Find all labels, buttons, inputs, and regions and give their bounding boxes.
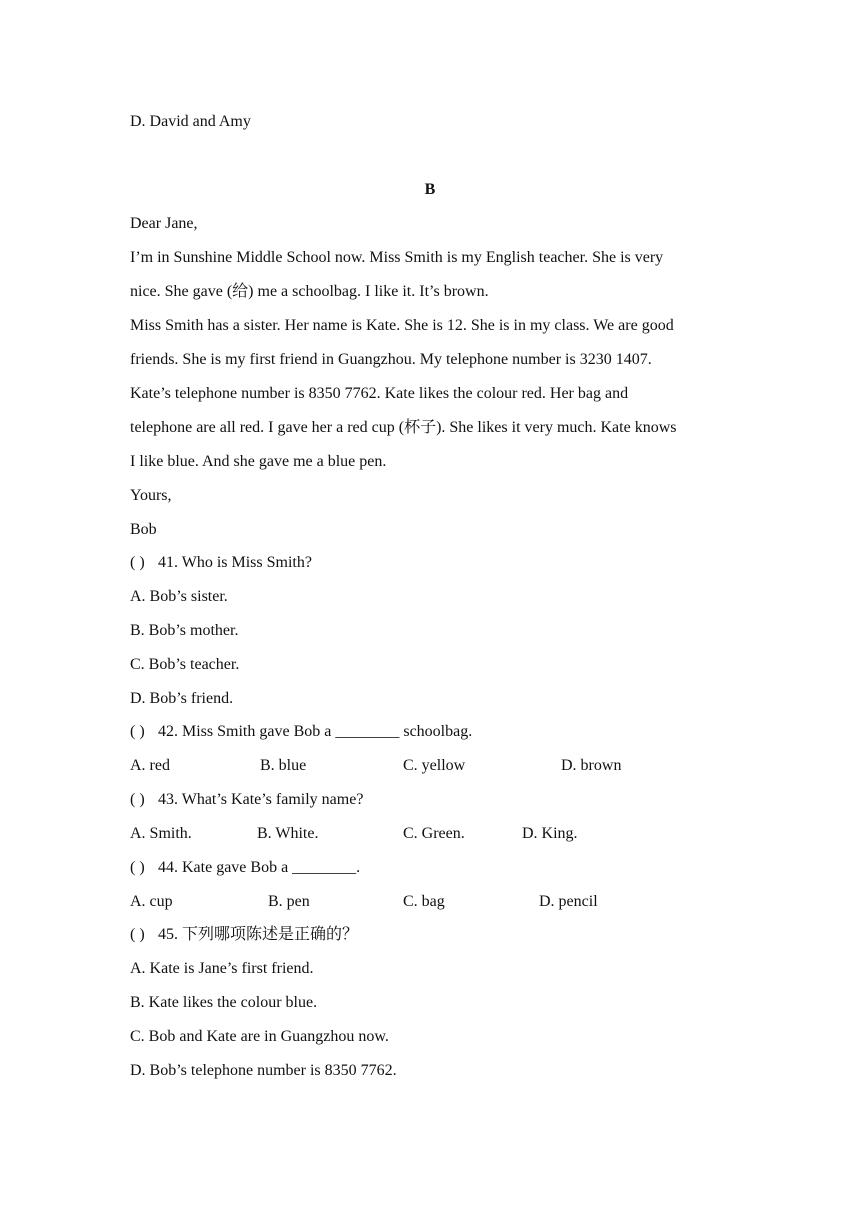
option-c: C. yellow [403,757,466,774]
option-d: D. brown [561,757,622,774]
option-b: B. Kate likes the colour blue. [130,994,318,1011]
letter-line: telephone are all red. I gave her a red cup (杯子). She likes it very much. Kate knows [130,419,677,436]
question-42 [130,722,472,742]
answer-blank[interactable]: ( ) [130,859,145,876]
answer-blank[interactable]: ( ) [130,554,145,571]
answer-blank[interactable]: ( ) [130,723,145,740]
option-a: A. cup [130,893,173,910]
question-text: 41. Who is Miss Smith? [158,554,312,571]
option-d: D. King. [522,825,578,842]
answer-blank[interactable]: ( ) [130,791,145,808]
letter-closing: Yours, [130,487,172,504]
option-b: B. Bob’s mother. [130,622,239,639]
question-43 [130,790,363,810]
option-a: A. red [130,757,170,774]
option-d: D. Bob’s telephone number is 8350 7762. [130,1062,397,1079]
question-45 [130,925,358,945]
option-b: B. blue [260,757,307,774]
letter-line: Kate’s telephone number is 8350 7762. Kate likes the colour red. Her bag and [130,385,629,402]
option-a: A. Bob’s sister. [130,588,228,605]
option-d: D. pencil [539,893,598,910]
question-text: 44. Kate gave Bob a ________. [158,859,361,876]
letter-line: I like blue. And she gave me a blue pen. [130,453,387,470]
option-b: B. pen [268,893,310,910]
letter-signature: Bob [130,521,157,538]
answer-blank[interactable]: ( ) [130,926,145,943]
option-b: B. White. [257,825,319,842]
option-a: A. Kate is Jane’s first friend. [130,960,314,977]
previous-option-d: D. David and Amy [130,113,251,130]
question-text: 45. 下列哪项陈述是正确的？ [158,926,359,943]
question-text: 43. What’s Kate’s family name? [158,791,364,808]
option-c: C. Green. [403,825,465,842]
option-c: C. Bob’s teacher. [130,656,240,673]
option-d: D. Bob’s friend. [130,690,234,707]
question-44 [130,858,360,878]
letter-line: friends. She is my first friend in Guangzhou. My telephone number is 3230 1407. [130,351,652,368]
question-text: 42. Miss Smith gave Bob a ________ schoolbag. [158,723,473,740]
option-a: A. Smith. [130,825,192,842]
letter-line: Miss Smith has a sister. Her name is Kate. She is 12. She is in my class. We are good [130,317,674,334]
option-c: C. bag [403,893,445,910]
question-41 [130,553,312,573]
letter-line: I’m in Sunshine Middle School now. Miss Smith is my English teacher. She is very [130,249,664,266]
section-heading: B [424,181,436,198]
letter-line: nice. She gave (给) me a schoolbag. I like it. It’s brown. [130,283,489,300]
letter-greeting: Dear Jane, [130,215,198,232]
option-c: C. Bob and Kate are in Guangzhou now. [130,1028,389,1045]
